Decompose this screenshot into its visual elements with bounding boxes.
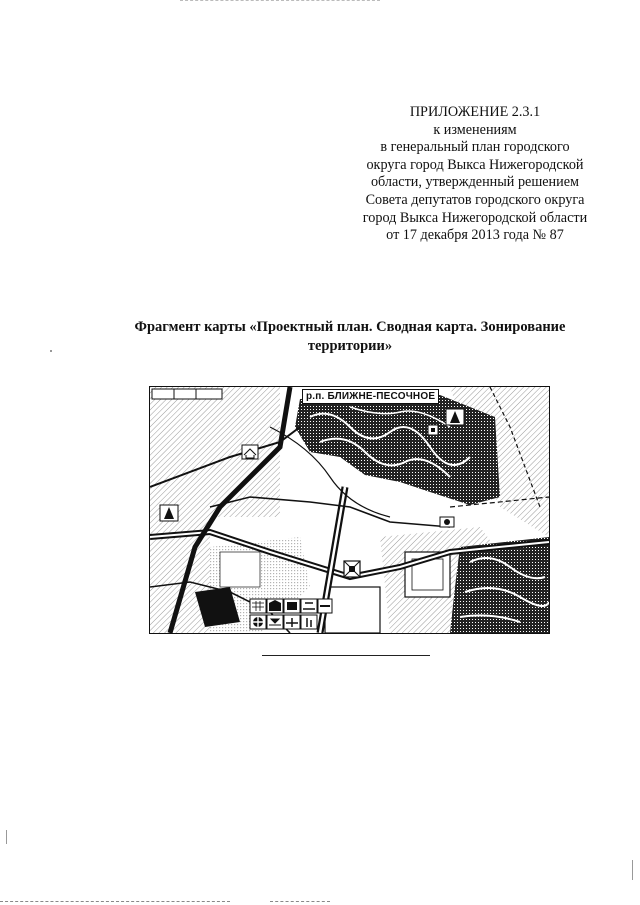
map-fragment bbox=[149, 386, 550, 634]
map-symbol-tower-icon bbox=[446, 409, 464, 425]
scan-edge-mark bbox=[6, 830, 7, 844]
appendix-header bbox=[340, 104, 610, 245]
appendix-line: Совета депутатов городского округа bbox=[365, 191, 585, 208]
scan-artifact-top bbox=[180, 0, 380, 3]
map-symbol-crossed-box-icon bbox=[344, 561, 360, 577]
legend-strip bbox=[152, 389, 222, 399]
map-symbol-house-icon bbox=[242, 445, 258, 459]
scan-artifact-bottom bbox=[270, 901, 330, 902]
scan-speck bbox=[50, 350, 52, 352]
settlement-label: р.п. БЛИЖНЕ-ПЕСОЧНОЕ bbox=[302, 389, 439, 404]
map-symbol-tower-icon bbox=[160, 505, 178, 521]
appendix-date-line: от 17 декабря 2013 года № 87 bbox=[386, 227, 564, 244]
caption-line-1: Фрагмент карты «Проектный план. Сводная карта. Зонирование bbox=[134, 319, 566, 335]
appendix-line: округа город Выкса Нижегородской bbox=[366, 156, 584, 173]
map-caption bbox=[120, 318, 580, 356]
project-plot bbox=[325, 587, 380, 633]
settlement-zone bbox=[295, 395, 500, 505]
closing-rule bbox=[262, 655, 430, 656]
appendix-line: в генеральный план городского bbox=[380, 139, 570, 156]
caption-line-2: территории» bbox=[307, 338, 393, 354]
scan-edge-mark bbox=[632, 860, 633, 880]
scan-artifact-bottom bbox=[0, 901, 230, 902]
map-symbol-plant-icon bbox=[440, 517, 454, 527]
appendix-line: к изменениям bbox=[433, 121, 517, 138]
project-plot bbox=[220, 552, 260, 587]
appendix-title: ПРИЛОЖЕНИЕ 2.3.1 bbox=[409, 104, 541, 120]
appendix-line: области, утвержденный решением bbox=[370, 174, 580, 191]
map-symbol-square-icon bbox=[428, 425, 438, 435]
appendix-line: город Выкса Нижегородской области bbox=[362, 209, 588, 226]
